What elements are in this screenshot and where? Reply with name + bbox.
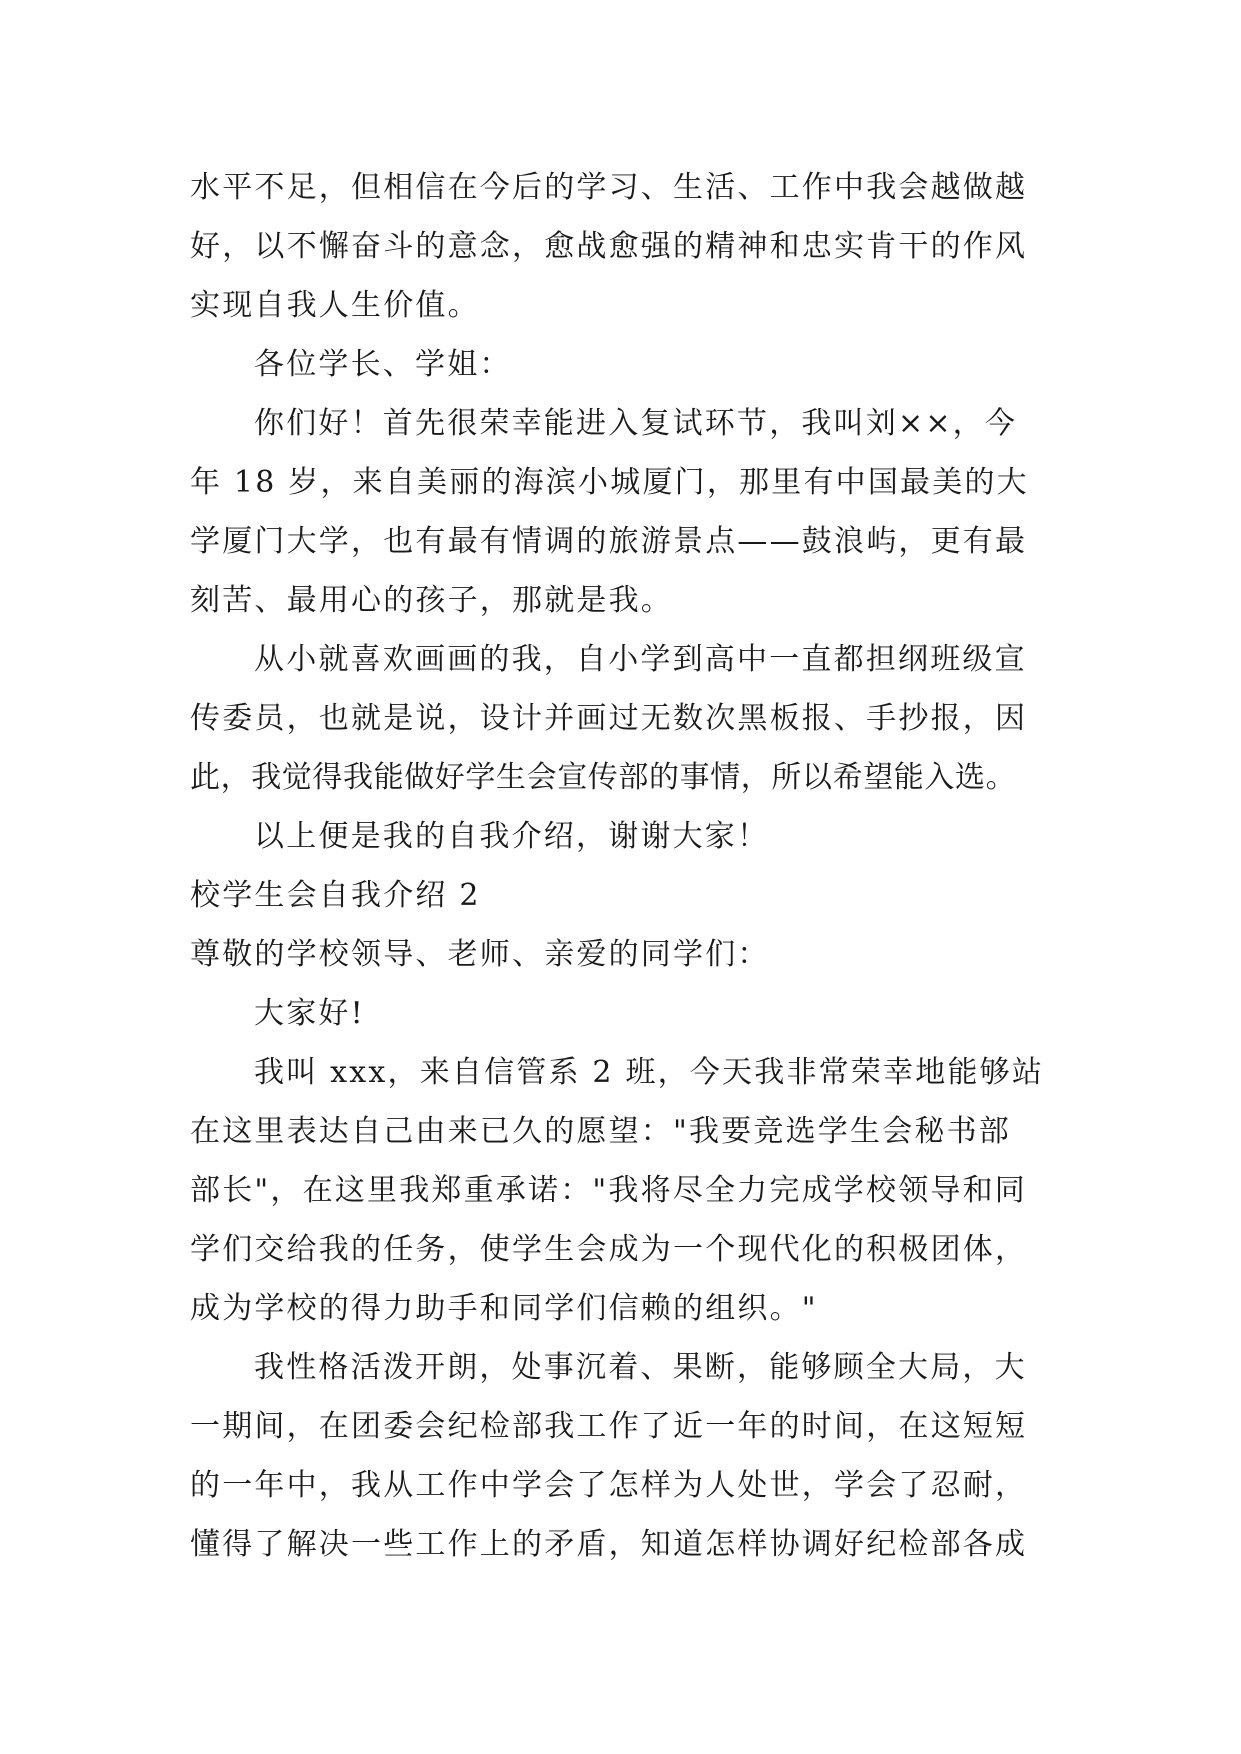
text-line: 学厦门大学，也有最有情调的旅游景点——鼓浪屿，更有最	[190, 524, 1028, 559]
text-line: 以上便是我的自我介绍，谢谢大家！	[254, 819, 770, 854]
greeting: 大家好!	[254, 996, 365, 1031]
text-line: 成为学校的得力助手和同学们信赖的组织。"	[190, 1291, 818, 1326]
text-line: 年 18 岁，来自美丽的海滨小城厦门，那里有中国最美的大	[190, 465, 1029, 500]
text-line: 在这里表达自己由来已久的愿望："我要竞选学生会秘书部	[190, 1114, 1011, 1149]
text-line: 从小就喜欢画画的我，自小学到高中一直都担纲班级宣	[254, 642, 1027, 677]
text-line: 一期间，在团委会纪检部我工作了近一年的时间，在这短短	[190, 1409, 1028, 1444]
text-line: 传委员，也就是说，设计并画过无数次黑板报、手抄报，因	[190, 701, 1028, 736]
document-body	[190, 158, 1055, 1574]
text-line: 我叫 xxx，来自信管系 2 班，今天我非常荣幸地能够站	[254, 1055, 1045, 1090]
text-line: 学们交给我的任务，使学生会成为一个现代化的积极团体，	[190, 1232, 1028, 1267]
text-line: 水平不足，但相信在今后的学习、生活、工作中我会越做越	[190, 170, 1028, 205]
section-heading: 校学生会自我介绍 2	[190, 878, 481, 913]
salutation-audience: 尊敬的学校领导、老师、亲爱的同学们：	[190, 937, 770, 972]
text-line: 你们好！首先很荣幸能进入复试环节，我叫刘××，今	[254, 406, 1018, 441]
text-line: 实现自我人生价值。	[190, 288, 480, 323]
text-line: 好，以不懈奋斗的意念，愈战愈强的精神和忠实肯干的作风	[190, 229, 1028, 264]
text-line: 部长"，在这里我郑重承诺："我将尽全力完成学校领导和同	[190, 1173, 1027, 1208]
text-line: 懂得了解决一些工作上的矛盾，知道怎样协调好纪检部各成	[190, 1527, 1028, 1562]
salutation-seniors: 各位学长、学姐：	[254, 347, 512, 382]
text-line: 此，我觉得我能做好学生会宣传部的事情，所以希望能入选。	[190, 760, 1017, 795]
text-line: 的一年中，我从工作中学会了怎样为人处世，学会了忍耐，	[190, 1468, 1028, 1503]
text-line: 刻苦、最用心的孩子，那就是我。	[190, 583, 673, 618]
text-line: 我性格活泼开朗，处事沉着、果断，能够顾全大局，大	[254, 1350, 1027, 1385]
